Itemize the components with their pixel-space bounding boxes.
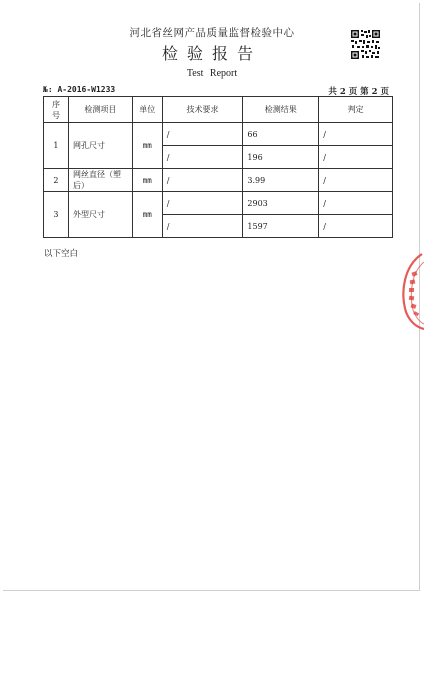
verdict: / [319,215,393,238]
result-value: 3.99 [243,169,319,192]
column-header: 判定 [319,97,393,123]
unit: mm [132,169,162,192]
requirement: / [162,169,243,192]
page-count: 共 2 页 第 2 页 [328,87,389,97]
result-value: 2903 [243,192,319,215]
verdict: / [319,192,393,215]
report-subtitle: Test Report [186,68,238,79]
column-header: 检测结果 [243,97,319,123]
result-value: 66 [243,123,319,146]
row-number: 3 [44,192,69,238]
table-row [44,123,393,146]
column-header: 技术要求 [162,97,243,123]
table-row [44,169,393,192]
report-number: №: A-2016-W1233 [43,85,116,94]
requirement: / [162,146,243,169]
organization-name: 河北省丝网产品质量监督检验中心 [129,27,295,39]
result-value: 1597 [243,215,319,238]
test-results-table [43,96,393,238]
test-item: 外型尺寸 [68,192,132,238]
report-title: 检验报告 [161,44,262,63]
verdict: / [319,123,393,146]
result-value: 196 [243,146,319,169]
qr-code-icon [350,29,381,60]
table-row [44,192,393,215]
requirement: / [162,215,243,238]
test-item: 网丝直径（塑后） [68,169,132,192]
column-header: 检测项目 [68,97,132,123]
unit: mm [132,123,162,169]
column-header: 单位 [132,97,162,123]
requirement: / [162,192,243,215]
official-seal-icon [398,252,424,330]
unit: mm [132,192,162,238]
verdict: / [319,169,393,192]
verdict: / [319,146,393,169]
end-note: 以下空白 [44,249,79,259]
row-number: 1 [44,123,69,169]
row-number: 2 [44,169,69,192]
test-item: 网孔尺寸 [68,123,132,169]
requirement: / [162,123,243,146]
column-header: 序号 [44,97,69,123]
table-header-row [44,97,393,123]
